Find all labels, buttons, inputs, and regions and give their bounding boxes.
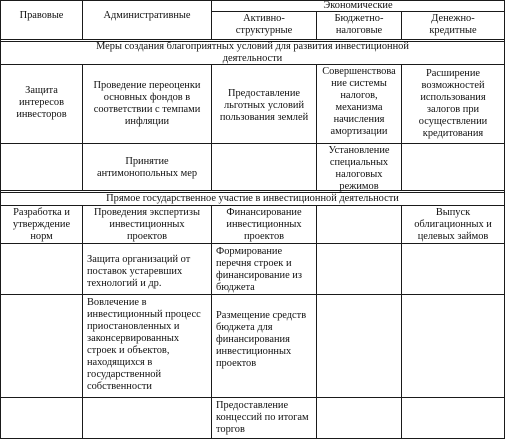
section1-title: Меры создания благоприятных условий для развития инвестиционной деятельности (96, 41, 409, 64)
divider (316, 205, 317, 439)
section1-admin2: Принятие антимонопольных мер (96, 156, 198, 179)
divider (211, 64, 212, 191)
divider (0, 243, 505, 244)
section1-tax2: Установление специальных налоговых режимов (328, 145, 390, 192)
divider (0, 294, 505, 295)
section1-structural: Предоставление льготных условий пользования землей (219, 88, 309, 123)
header-administrative: Административные (103, 10, 191, 21)
section1-admin: Проведение переоценки основных фондов в соответствии с темпами инфляции (93, 80, 201, 127)
section2-admin2: Защита организаций от поставок устаревших технологий и др. (87, 254, 191, 289)
header-monetary: Денежно- кредитные (429, 13, 477, 36)
divider (0, 397, 505, 398)
divider (0, 205, 505, 206)
section1-monetary: Расширение возможностей использования залогов при осуществлении кредитования (418, 68, 488, 139)
section2-title: Прямое государственное участие в инвестиционной деятельности (106, 193, 399, 204)
section1-legal: Защита интересов инвесторов (16, 85, 67, 120)
divider (0, 143, 505, 144)
header-structural: Активно- структурные (235, 13, 293, 36)
header-legal: Правовые (19, 10, 64, 21)
header-tax: Бюджетно- налоговые (334, 13, 384, 36)
header-economic: Экономические (323, 0, 393, 11)
section2-admin3: Вовлечение в инвестиционный процесс приостановленных и законсервированных строек и объектов, находящихся в государственной собственности (87, 297, 201, 392)
section2-structural: Финансирование инвестиционных проектов (226, 207, 302, 242)
section2-monetary: Выпуск облигационных и целевых займов (414, 207, 492, 242)
section2-structural4: Предоставление концессий по итогам торгов (216, 400, 309, 435)
section2-admin: Проведения экспертизы инвестиционных проектов (94, 207, 200, 242)
section1-tax: Совершенствова ние системы налогов, механизма начисления амортизации (322, 66, 396, 137)
section2-structural3: Размещение средств бюджета для финансирования инвестиционных проектов (216, 310, 307, 369)
section2-legal: Разработка и утверждение норм (12, 207, 71, 242)
section2-structural2: Формирование перечня строек и финансирование из бюджета (216, 246, 302, 293)
